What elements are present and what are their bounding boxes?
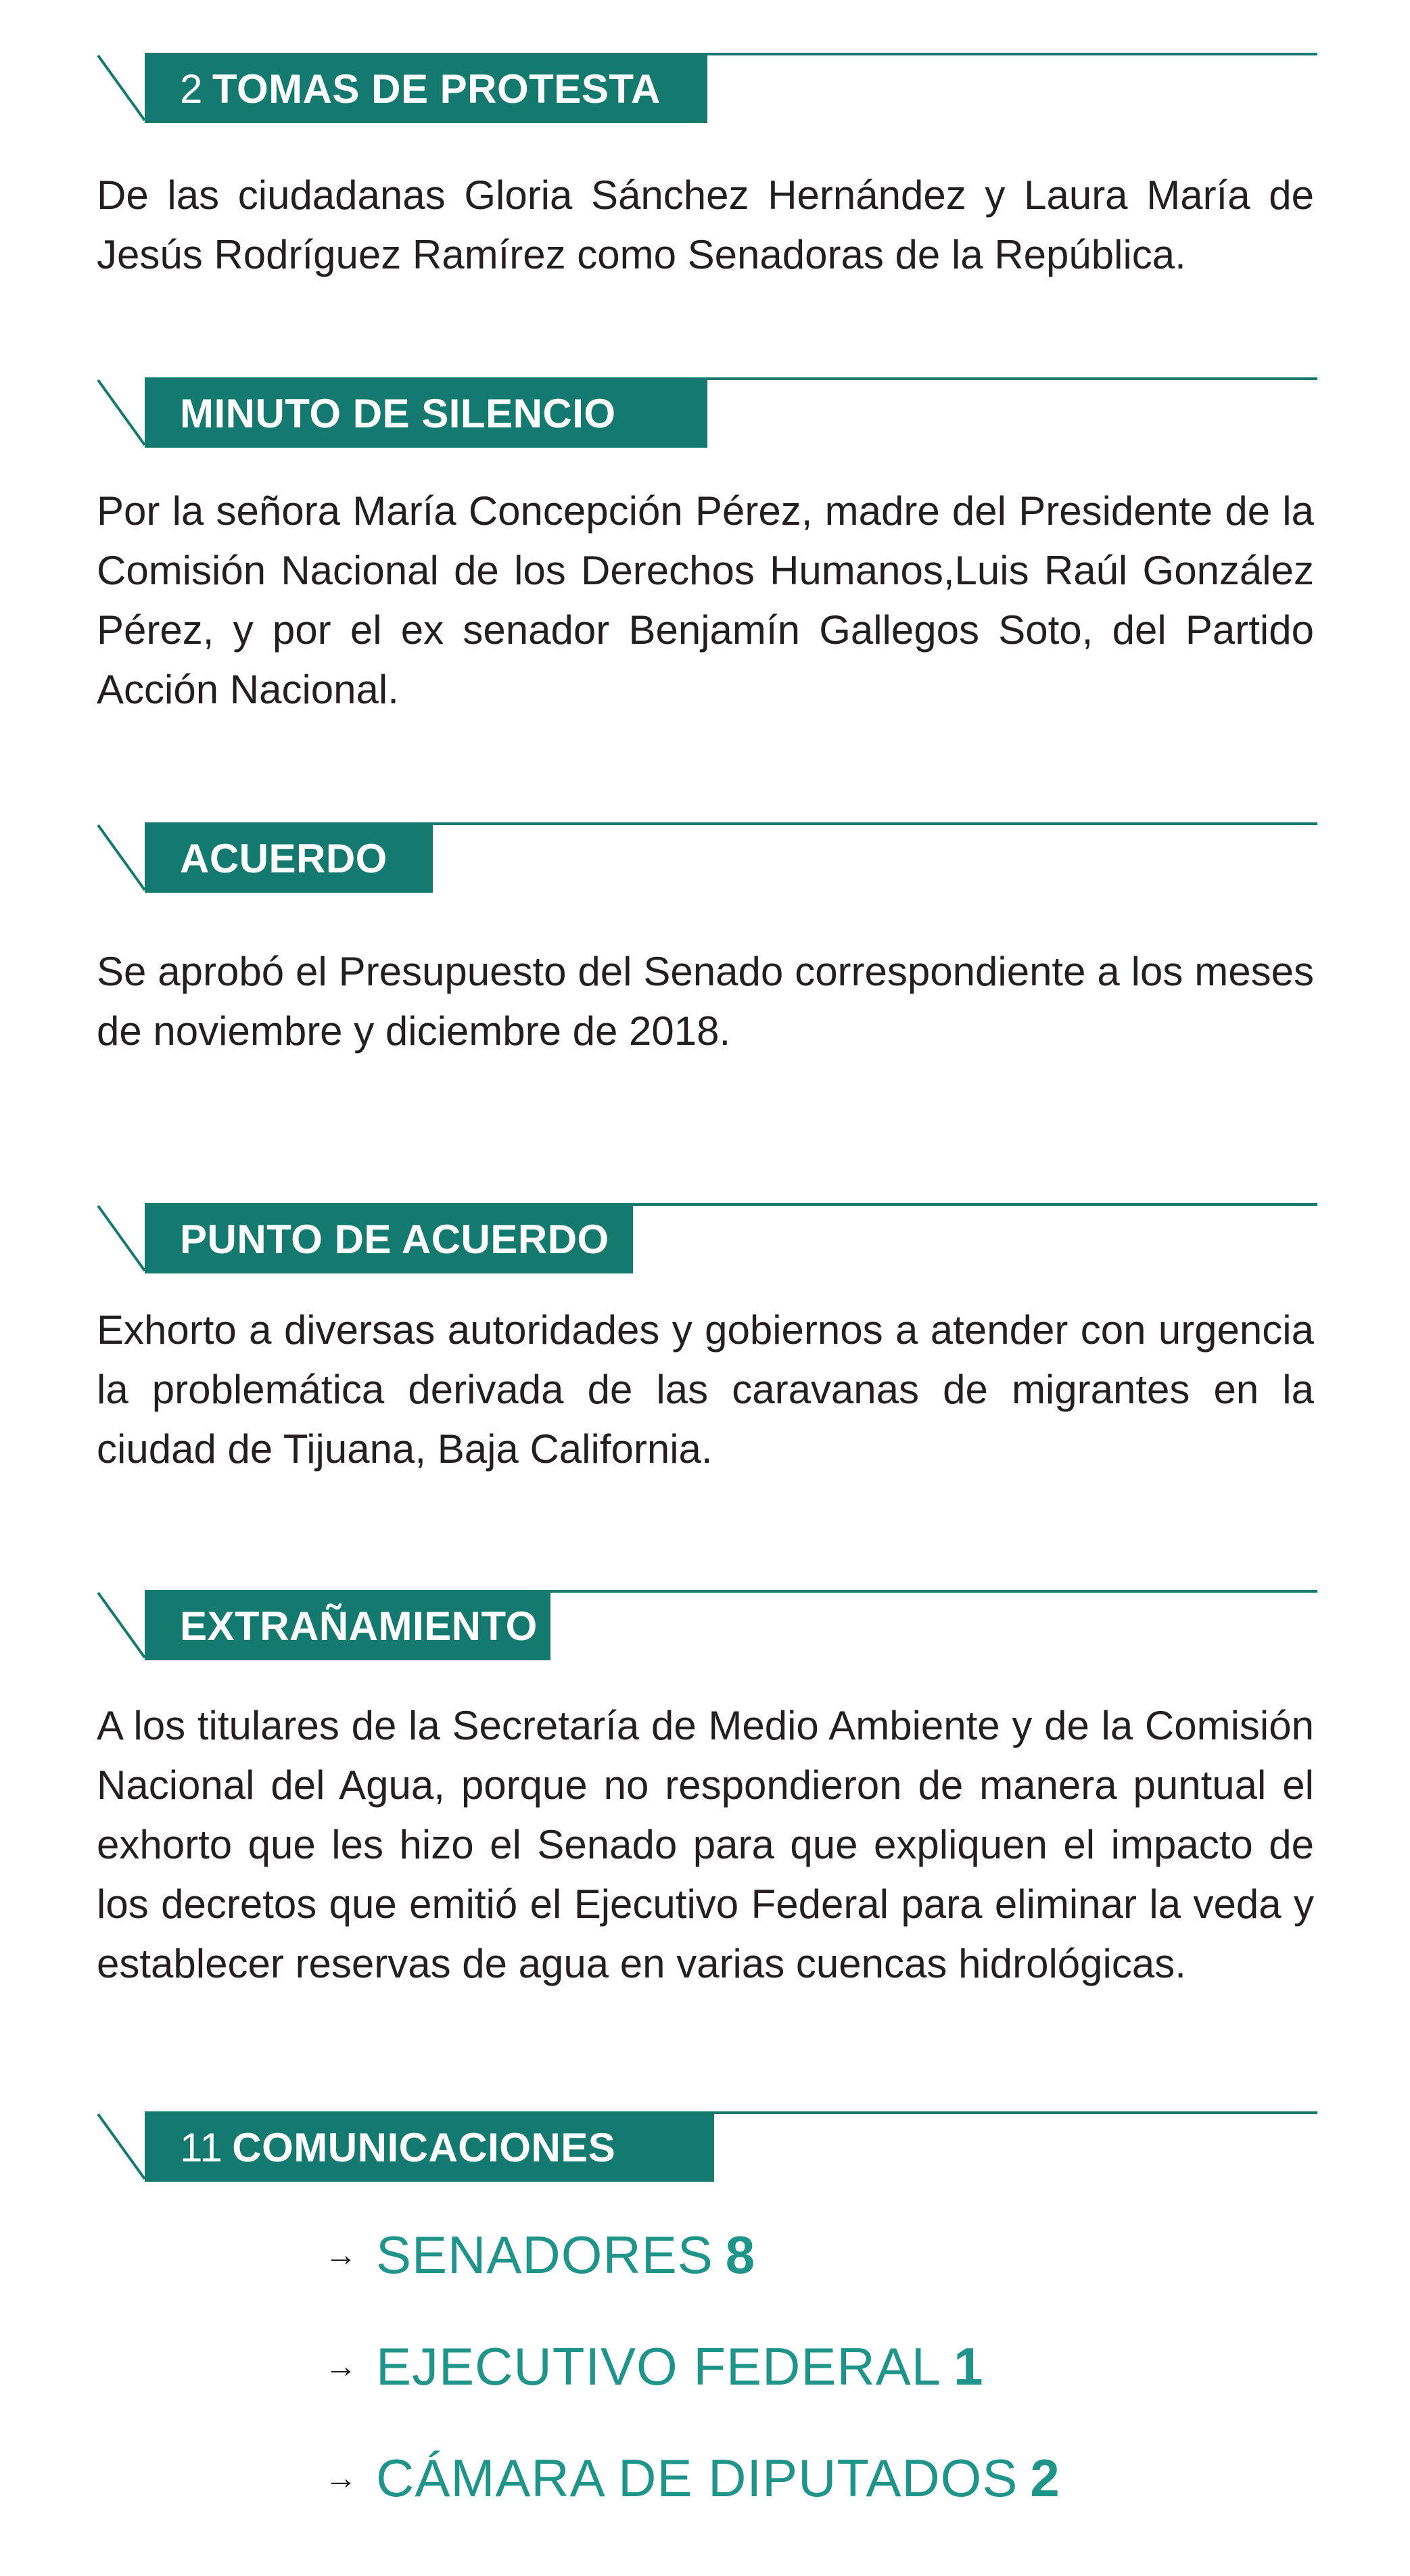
communication-count: 1 [954, 2337, 983, 2396]
section-tomas-de-protesta [0, 47, 1410, 277]
section-comunicaciones [0, 2106, 1410, 2508]
arrow-right-icon: → [325, 2237, 357, 2273]
section-header [0, 372, 1410, 446]
communication-count: 2 [1030, 2448, 1060, 2508]
section-header [0, 47, 1410, 122]
section-title: MINUTO DE SILENCIO [180, 390, 616, 436]
section-title: EXTRAÑAMIENTO [180, 1603, 538, 1649]
section-tag [145, 2113, 714, 2182]
section-title: COMUNICACIONES [232, 2124, 616, 2170]
section-body: A los titulares de la Secretaría de Medio Ambiente y de la Comisión Nacional del Agua, porque no respondieron de manera puntual el exhorto que les hizo el Senado para que expliquen el impacto de los decretos que emitió el Ejecutivo Federal para eliminar la veda y establecer reservas de agua en varias cuencas hidrológicas. [97, 1703, 1314, 1986]
section-number: 11 [180, 2124, 223, 2170]
section-title: ACUERDO [180, 835, 387, 881]
section-tag [145, 1204, 633, 1273]
section-body: Exhorto a diversas autoridades y gobiernos a atender con urgencia la problemática derivada de las caravanas de migrantes en la ciudad de Tijuana, Baja California. [97, 1307, 1314, 1472]
section-body: De las ciudadanas Gloria Sánchez Hernández y Laura María de Jesús Rodríguez Ramírez como Senadoras de la República. [97, 172, 1314, 277]
section-acuerdo [0, 817, 1410, 1054]
communication-label: CÁMARA DE DIPUTADOS [376, 2448, 1018, 2508]
section-body: Se aprobó el Presupuesto del Senado correspondiente a los meses de noviembre y diciembre de 2018. [97, 949, 1314, 1054]
section-header [0, 817, 1410, 891]
communication-count: 8 [725, 2225, 755, 2285]
section-tag [145, 1591, 550, 1660]
communication-label: EJECUTIVO FEDERAL [376, 2337, 942, 2396]
section-header [0, 2106, 1410, 2180]
section-tag [145, 54, 707, 123]
communication-item-ejecutivo-federal [325, 2336, 983, 2397]
section-punto-de-acuerdo [0, 1198, 1410, 1472]
arrow-right-icon: → [325, 2349, 357, 2385]
section-title: PUNTO DE ACUERDO [180, 1216, 609, 1262]
communication-label: SENADORES [376, 2225, 713, 2285]
section-extranamiento [0, 1585, 1410, 1986]
section-number: 2 [180, 66, 203, 112]
section-minuto-de-silencio [0, 372, 1410, 712]
section-tag [145, 379, 707, 448]
communication-item-senadores [325, 2224, 755, 2286]
section-header [0, 1198, 1410, 1272]
section-tag [145, 824, 433, 893]
communication-item-camara-de-diputados [325, 2448, 1060, 2509]
section-header [0, 1585, 1410, 1659]
section-title: TOMAS DE PROTESTA [212, 66, 661, 112]
section-body: Por la señora María Concepción Pérez, madre del Presidente de la Comisión Nacional de los Derechos Humanos,Luis Raúl González Pérez, y por el ex senador Benjamín Gallegos Soto, del Partido Acción Nacional. [97, 488, 1314, 712]
arrow-right-icon: → [325, 2460, 357, 2496]
